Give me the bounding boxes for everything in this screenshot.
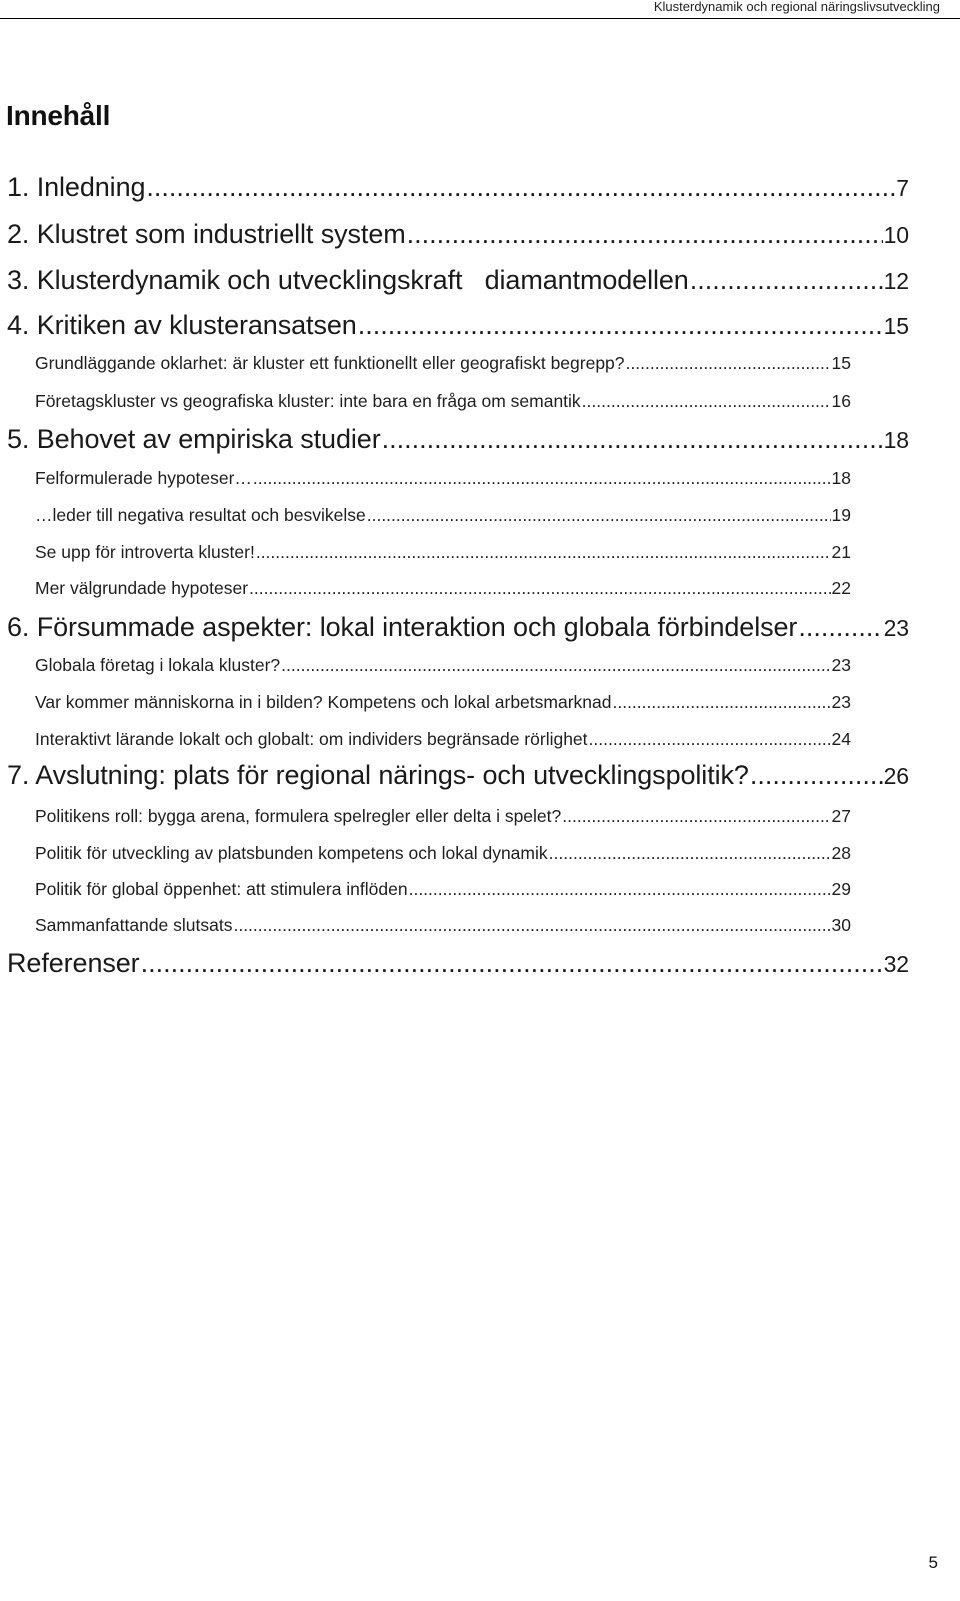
toc-entry-page: 15 xyxy=(883,313,909,339)
toc-entry-title: Politikens roll: bygga arena, formulera spelregler eller delta i spelet? xyxy=(35,806,562,826)
dot-leader xyxy=(281,655,830,676)
toc-subentry-felformulerade[interactable] xyxy=(35,468,851,489)
toc-entry-page: 28 xyxy=(831,843,851,863)
dot-leader xyxy=(253,468,831,489)
toc-entry-kritiken[interactable] xyxy=(7,310,909,341)
toc-entry-page: 21 xyxy=(831,542,851,562)
dot-leader xyxy=(750,760,883,791)
toc-entry-page: 18 xyxy=(831,468,851,488)
toc-entry-page: 10 xyxy=(883,222,909,248)
toc-subentry-interaktivt[interactable] xyxy=(35,729,851,750)
dot-leader xyxy=(612,692,830,713)
dot-leader xyxy=(562,806,830,827)
toc-entry-page: 26 xyxy=(883,763,909,789)
toc-entry-avslutning[interactable] xyxy=(7,760,909,791)
toc-entry-title: …leder till negativa resultat och besvikelse xyxy=(35,505,366,525)
toc-entry-title: 2. Klustret som industriellt system xyxy=(7,219,406,249)
toc-subentry-globala-foretag[interactable] xyxy=(35,655,851,676)
toc-entry-page: 19 xyxy=(831,505,851,525)
dot-leader xyxy=(589,729,831,750)
dot-leader xyxy=(626,353,831,374)
toc-entry-page: 23 xyxy=(831,692,851,712)
toc-entry-title: Mer välgrundade hypoteser xyxy=(35,578,249,598)
toc-entry-page: 12 xyxy=(883,268,909,294)
toc-subentry-introverta[interactable] xyxy=(35,542,851,563)
toc-entry-page: 29 xyxy=(831,879,851,899)
dot-leader xyxy=(367,505,831,526)
toc-subentry-platsbunden[interactable] xyxy=(35,843,851,864)
toc-entry-title: Felformulerade hypoteser… xyxy=(35,468,252,488)
dot-leader xyxy=(233,915,830,936)
dot-leader xyxy=(690,265,883,296)
toc-entry-title: 1. Inledning xyxy=(7,172,146,202)
toc-entry-klustret[interactable] xyxy=(7,219,909,250)
dot-leader xyxy=(358,310,883,341)
toc-entry-title: 5. Behovet av empiriska studier xyxy=(7,424,381,454)
toc-entry-title: Se upp för introverta kluster! xyxy=(35,542,255,562)
toc-entry-page: 16 xyxy=(831,391,851,411)
dot-leader xyxy=(407,219,883,250)
toc-entry-title: Var kommer människorna in i bilden? Kompetens och lokal arbetsmarknad xyxy=(35,692,612,712)
dot-leader xyxy=(249,578,830,599)
dot-leader xyxy=(141,948,883,979)
toc-entry-page: 30 xyxy=(831,915,851,935)
toc-subentry-grundlaggande[interactable] xyxy=(35,353,851,374)
toc-entry-title: Referenser xyxy=(7,948,140,978)
toc-entry-title: Företagskluster vs geografiska kluster: inte bara en fråga om semantik xyxy=(35,391,581,411)
toc-entry-title: Interaktivt lärande lokalt och globalt: om individers begränsade rörlighet xyxy=(35,729,588,749)
toc-entry-page: 32 xyxy=(883,951,909,977)
dot-leader xyxy=(256,542,831,563)
toc-entry-title: Politik för utveckling av platsbunden kompetens och lokal dynamik xyxy=(35,843,548,863)
toc-entry-title: 3. Klusterdynamik och utvecklingskraft diamantmodellen xyxy=(7,265,689,295)
running-header: Klusterdynamik och regional näringslivsutveckling xyxy=(653,0,940,14)
toc-entry-forsummade[interactable] xyxy=(7,612,909,643)
toc-entry-behovet[interactable] xyxy=(7,424,909,455)
toc-entry-page: 24 xyxy=(831,729,851,749)
toc-subentry-leder[interactable] xyxy=(35,505,851,526)
toc-entry-page: 15 xyxy=(831,353,851,373)
toc-entry-page: 23 xyxy=(883,615,909,641)
dot-leader xyxy=(146,172,895,203)
toc-entry-klusterdynamik[interactable] xyxy=(7,265,909,296)
toc-entry-page: 18 xyxy=(883,427,909,453)
toc-entry-title: Grundläggande oklarhet: är kluster ett funktionellt eller geografiskt begrepp? xyxy=(35,353,625,373)
toc-title: Innehåll xyxy=(6,100,111,131)
toc-entry-title: 6. Försummade aspekter: lokal interaktion och globala förbindelser xyxy=(7,612,798,642)
dot-leader xyxy=(409,879,831,900)
toc-entry-title: 7. Avslutning: plats för regional närings- och utvecklingspolitik? xyxy=(7,760,749,790)
toc-entry-page: 22 xyxy=(831,578,851,598)
toc-subentry-foretagskluster[interactable] xyxy=(35,391,851,412)
toc-subentry-manniskorna[interactable] xyxy=(35,692,851,713)
toc-entry-page: 23 xyxy=(831,655,851,675)
toc-subentry-politikens-roll[interactable] xyxy=(35,806,851,827)
toc-subentry-valgrundade[interactable] xyxy=(35,578,851,599)
toc-entry-title: Globala företag i lokala kluster? xyxy=(35,655,281,675)
toc-subentry-global-oppenhet[interactable] xyxy=(35,879,851,900)
toc-entry-page: 27 xyxy=(831,806,851,826)
page-number: 5 xyxy=(928,1553,938,1572)
dot-leader xyxy=(549,843,831,864)
dot-leader xyxy=(798,612,882,643)
toc-entry-title: 4. Kritiken av klusteransatsen xyxy=(7,310,357,340)
dot-leader xyxy=(582,391,831,412)
toc-entry-page: 7 xyxy=(896,175,909,201)
toc-subentry-sammanfattande[interactable] xyxy=(35,915,851,936)
toc-entry-title: Sammanfattande slutsats xyxy=(35,915,233,935)
toc-entry-inledning[interactable] xyxy=(7,172,909,203)
dot-leader xyxy=(382,424,883,455)
toc-entry-referenser[interactable] xyxy=(7,948,909,979)
toc-entry-title: Politik för global öppenhet: att stimulera inflöden xyxy=(35,879,408,899)
